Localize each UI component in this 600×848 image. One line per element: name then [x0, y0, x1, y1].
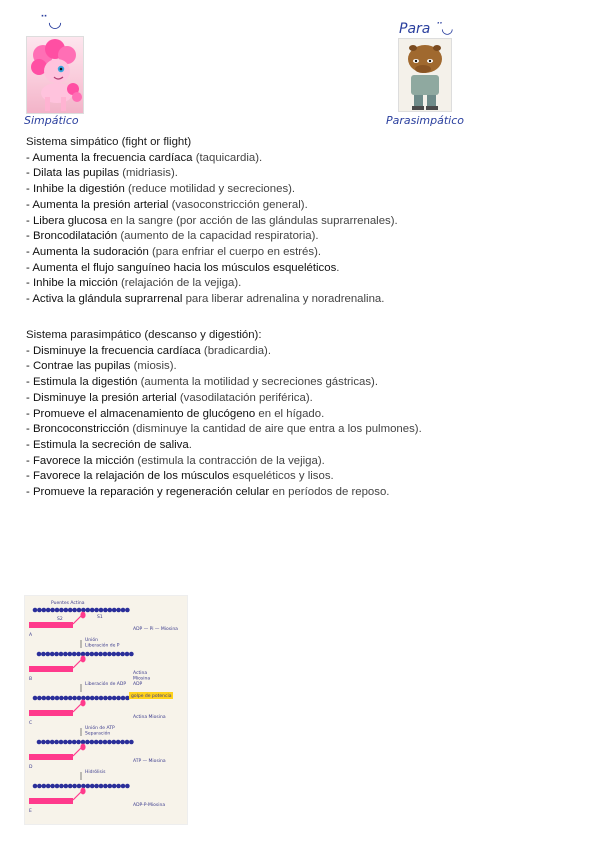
actin-bead	[72, 740, 77, 745]
list-item: - Aumenta la frecuencia cardíaca (taquicardia).	[26, 151, 263, 164]
actin-bead	[99, 784, 104, 789]
actin-bead	[112, 696, 117, 701]
para-heading	[399, 21, 453, 37]
pinkie-pie-image	[26, 36, 84, 114]
actin-bead	[42, 696, 47, 701]
actin-bead	[37, 784, 42, 789]
actin-bead	[50, 784, 55, 789]
list-item: - Inhibe la micción (relajación de la vejiga).	[26, 277, 242, 290]
diagram-s2-label: S2	[57, 617, 63, 622]
list-item: - Favorece la micción (estimula la contracción de la vejiga).	[26, 454, 325, 467]
parasimpatico-label: Parasimpático	[386, 114, 465, 127]
actin-bead	[33, 696, 38, 701]
diagram-top-label: Puentes Actina	[51, 601, 85, 606]
list-item: - Disminuye la frecuencia cardíaca (bradicardia).	[26, 344, 272, 357]
actin-bead	[98, 740, 103, 745]
myosin-head	[80, 788, 85, 795]
cross-bridge-neck	[73, 616, 81, 624]
myosin-filament	[29, 666, 73, 672]
step-letter: E	[29, 809, 32, 814]
step-caption: Actina Miosina ADP	[133, 671, 151, 687]
actin-bead	[108, 784, 113, 789]
actin-bead	[121, 696, 126, 701]
actin-bead	[81, 784, 86, 789]
myosin-filament	[29, 710, 73, 716]
step-letter: D	[29, 765, 33, 770]
actin-bead	[107, 652, 112, 657]
myosin-head	[80, 744, 85, 751]
actin-bead	[103, 652, 108, 657]
step-side-label: Unión Liberación de P	[85, 638, 120, 649]
list-item: - Dilata las pupilas (midriasis).	[26, 167, 178, 180]
actin-bead	[55, 608, 60, 613]
myosin-filament	[29, 798, 73, 804]
actin-bead	[90, 608, 95, 613]
actin-bead	[85, 740, 90, 745]
list-item: - Inhibe la digestión (reduce motilidad y secreciones).	[26, 183, 296, 196]
myosin-head	[80, 700, 85, 707]
actin-bead	[77, 696, 82, 701]
actin-bead	[37, 652, 42, 657]
step-side-label: Unión de ATP Separación	[85, 726, 115, 737]
actin-bead	[112, 652, 117, 657]
myosin-filament	[29, 622, 73, 628]
list-item: - Estimula la digestión (aumenta la motilidad y secreciones gástricas).	[26, 376, 379, 389]
cross-bridge-diagram	[24, 595, 188, 825]
actin-bead	[41, 740, 46, 745]
actin-bead	[76, 652, 81, 657]
actin-bead	[42, 784, 47, 789]
myosin-filament	[29, 754, 73, 760]
actin-bead	[72, 652, 77, 657]
cross-bridge-neck	[73, 748, 81, 756]
actin-bead	[50, 740, 55, 745]
list-item: - Activa la glándula suprarrenal para liberar adrenalina y noradrenalina.	[26, 293, 385, 306]
step-letter: C	[29, 721, 33, 726]
actin-bead	[121, 608, 126, 613]
actin-bead	[112, 740, 117, 745]
actin-bead	[108, 608, 113, 613]
actin-bead	[85, 652, 90, 657]
actin-bead	[103, 740, 108, 745]
list-item: - Favorece la relajación de los músculos esqueléticos y lisos.	[26, 470, 334, 483]
diagram-s1-label: S1	[97, 615, 103, 620]
actin-bead	[50, 652, 55, 657]
actin-bead	[86, 784, 91, 789]
actin-bead	[59, 652, 64, 657]
actin-bead	[46, 696, 51, 701]
actin-bead	[59, 696, 64, 701]
list-item: - Broncoconstricción (disminuye la cantidad de aire que entra a los pulmones).	[26, 423, 422, 436]
actin-bead	[72, 784, 77, 789]
step-caption: ATP — Miosina	[133, 759, 166, 764]
actin-bead	[120, 740, 125, 745]
actin-bead	[112, 608, 117, 613]
step-letter: B	[29, 677, 33, 682]
actin-bead	[68, 696, 73, 701]
actin-bead	[33, 608, 38, 613]
step-side-label: Liberación de ADP	[85, 682, 127, 687]
cross-bridge-neck	[73, 660, 81, 668]
actin-bead	[59, 740, 64, 745]
actin-bead	[81, 696, 86, 701]
actin-bead	[68, 652, 73, 657]
para-heading-text: Para	[399, 21, 431, 37]
actin-bead	[116, 740, 121, 745]
actin-bead	[103, 784, 108, 789]
actin-bead	[68, 608, 73, 613]
actin-bead	[77, 784, 82, 789]
actin-bead	[103, 696, 108, 701]
list-item: - Aumenta el flujo sanguíneo hacia los músculos esqueléticos.	[26, 261, 340, 274]
actin-bead	[116, 696, 121, 701]
actin-bead	[112, 784, 117, 789]
parasimpatico-section	[26, 328, 422, 501]
actin-bead	[54, 740, 59, 745]
cross-bridge-diagram-figure	[25, 596, 187, 824]
actin-bead	[72, 696, 77, 701]
actin-bead	[99, 608, 104, 613]
actin-bead	[94, 652, 99, 657]
capybara-icon	[399, 39, 451, 111]
actin-bead	[42, 608, 47, 613]
simpatico-list	[26, 151, 398, 308]
actin-bead	[90, 652, 95, 657]
list-item: - Aumenta la sudoración (para enfriar el cuerpo en estrés).	[26, 245, 322, 258]
actin-bead	[116, 608, 121, 613]
list-item: - Promueve la reparación y regeneración celular en períodos de reposo.	[26, 486, 390, 499]
cross-bridge-neck	[73, 792, 81, 800]
actin-bead	[94, 696, 99, 701]
pinkie-pie-icon	[27, 37, 83, 113]
actin-bead	[125, 608, 130, 613]
actin-bead	[86, 696, 91, 701]
actin-bead	[86, 608, 91, 613]
actin-bead	[99, 696, 104, 701]
actin-bead	[76, 740, 81, 745]
actin-bead	[37, 740, 42, 745]
power-stroke-tag: golpe de potencia	[131, 694, 172, 699]
actin-bead	[90, 696, 95, 701]
actin-bead	[41, 652, 46, 657]
list-item: - Libera glucosa en la sangre (por acción de las glándulas suprarrenales).	[26, 214, 398, 227]
actin-bead	[125, 784, 130, 789]
list-item: - Estimula la secreción de saliva.	[26, 438, 192, 451]
parasimpatico-title: Sistema parasimpático (descanso y digestión):	[26, 329, 262, 341]
actin-bead	[94, 740, 99, 745]
actin-bead	[90, 740, 95, 745]
smiley-doodle-left: ¨◡	[40, 12, 62, 31]
actin-bead	[125, 740, 130, 745]
myosin-head	[80, 656, 85, 663]
actin-bead	[72, 608, 77, 613]
actin-bead	[55, 696, 60, 701]
actin-bead	[63, 740, 68, 745]
actin-bead	[81, 608, 86, 613]
actin-bead	[63, 652, 68, 657]
actin-bead	[54, 652, 59, 657]
actin-bead	[116, 784, 121, 789]
smiley-doodle-right: ¨◡	[434, 21, 453, 37]
list-item: - Contrae las pupilas (miosis).	[26, 360, 177, 373]
actin-bead	[46, 740, 51, 745]
capybara-image	[398, 38, 452, 112]
actin-bead	[64, 784, 69, 789]
actin-bead	[120, 652, 125, 657]
parasimpatico-list	[26, 344, 422, 501]
actin-bead	[55, 784, 60, 789]
actin-bead	[46, 608, 51, 613]
actin-bead	[77, 608, 82, 613]
list-item: - Broncodilatación (aumento de la capacidad respiratoria).	[26, 230, 319, 243]
actin-bead	[50, 696, 55, 701]
list-item: - Disminuye la presión arterial (vasodilatación periférica).	[26, 391, 313, 404]
actin-bead	[107, 740, 112, 745]
step-side-label: Hidrólisis	[85, 770, 106, 775]
actin-bead	[129, 652, 134, 657]
diagram-steps	[29, 608, 178, 814]
myosin-head	[80, 612, 85, 619]
actin-bead	[46, 784, 51, 789]
step-caption: Actina Miosina	[133, 715, 166, 720]
actin-bead	[68, 740, 73, 745]
actin-bead	[94, 608, 99, 613]
list-item: - Aumenta la presión arterial (vasoconstricción general).	[26, 198, 308, 211]
actin-bead	[46, 652, 51, 657]
actin-bead	[33, 784, 38, 789]
step-caption: ADP-P-Miosina	[133, 803, 166, 808]
step-caption: ADP — Pi — Miosina	[133, 627, 178, 632]
step-letter: A	[29, 633, 33, 638]
actin-bead	[94, 784, 99, 789]
actin-bead	[50, 608, 55, 613]
actin-bead	[37, 696, 42, 701]
actin-bead	[68, 784, 73, 789]
actin-bead	[103, 608, 108, 613]
actin-bead	[116, 652, 121, 657]
actin-bead	[108, 696, 113, 701]
actin-bead	[121, 784, 126, 789]
actin-bead	[59, 784, 64, 789]
actin-bead	[37, 608, 42, 613]
simpatico-title: Sistema simpático (fight or flight)	[26, 136, 192, 148]
actin-bead	[59, 608, 64, 613]
cross-bridge-neck	[73, 704, 81, 712]
simpatico-label: Simpático	[24, 114, 79, 127]
actin-bead	[64, 608, 69, 613]
simpatico-section	[26, 135, 398, 308]
actin-bead	[98, 652, 103, 657]
list-item: - Promueve el almacenamiento de glucógeno en el hígado.	[26, 407, 325, 420]
actin-bead	[129, 740, 134, 745]
actin-bead	[125, 652, 130, 657]
actin-bead	[90, 784, 95, 789]
actin-bead	[64, 696, 69, 701]
